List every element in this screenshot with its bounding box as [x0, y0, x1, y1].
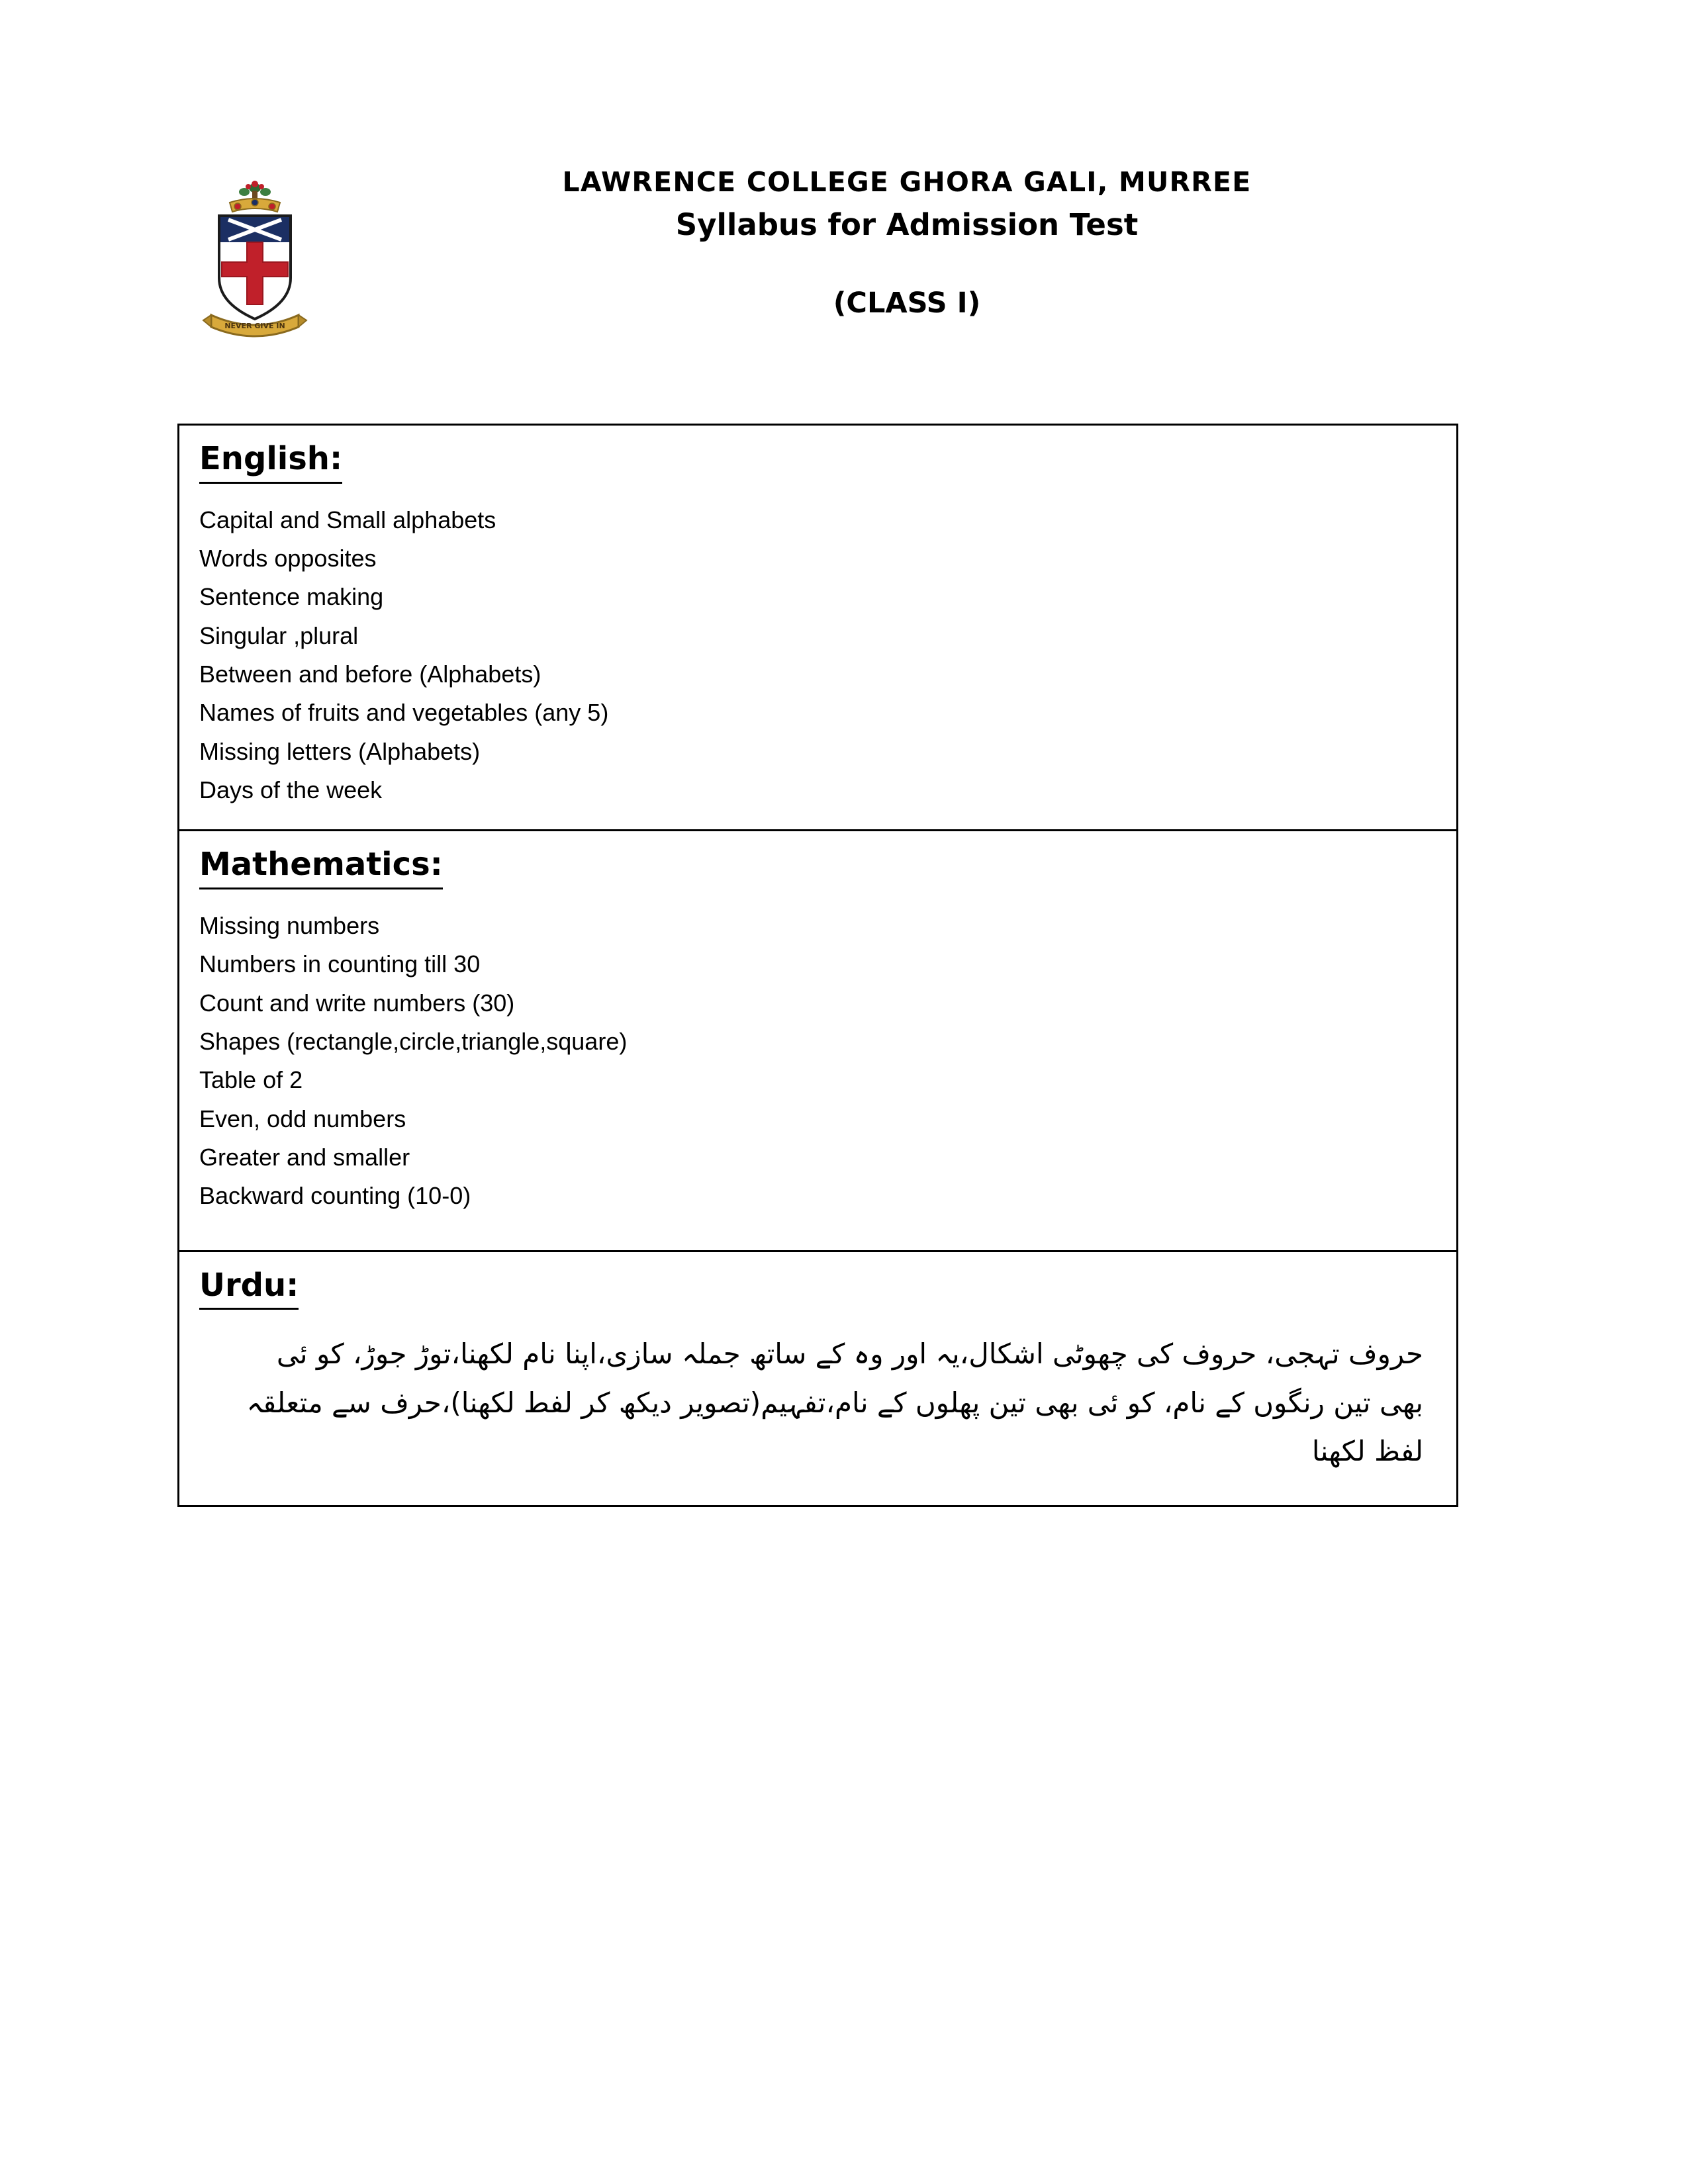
mathematics-items-list — [199, 907, 1436, 1216]
svg-text:NEVER GIVE IN: NEVER GIVE IN — [224, 322, 285, 330]
list-item: Table of 2 — [199, 1066, 303, 1094]
list-item: Names of fruits and vegetables (any 5) — [199, 699, 609, 727]
section-mathematics — [179, 831, 1456, 1251]
list-item: Between and before (Alphabets) — [199, 660, 541, 688]
list-item: Days of the week — [199, 776, 383, 803]
list-item: Numbers in counting till 30 — [199, 950, 481, 978]
header-title-block — [344, 165, 1470, 322]
list-item: Backward counting (10-0) — [199, 1182, 471, 1210]
lawrence-college-crest-icon — [189, 179, 321, 344]
list-item: Count and write numbers (30) — [199, 989, 515, 1017]
english-items-list — [199, 501, 1436, 810]
list-item: Even, odd numbers — [199, 1105, 406, 1132]
document-header — [0, 165, 1688, 404]
list-item: Capital and Small alphabets — [199, 506, 496, 533]
section-urdu — [179, 1252, 1456, 1505]
section-heading-mathematics: Mathematics: — [199, 843, 443, 889]
class-label: (CLASS I) — [833, 286, 981, 320]
college-name: LAWRENCE COLLEGE GHORA GALI, MURREE — [562, 166, 1252, 198]
list-item: Sentence making — [199, 583, 384, 611]
section-english — [179, 426, 1456, 831]
urdu-syllabus-text — [199, 1327, 1436, 1482]
list-item: Shapes (rectangle,circle,triangle,square) — [199, 1028, 628, 1056]
document-subtitle: Syllabus for Admission Test — [675, 207, 1139, 243]
section-heading-urdu: Urdu: — [199, 1264, 299, 1310]
syllabus-table — [177, 424, 1458, 1507]
urdu-paragraph: حروف تہجی، حروف کی چھوٹی اشکال،یہ اور وہ کے ساتھ جملہ سازی،اپنا نام لکھنا،توڑ جوڑ، کو ئی بھی تین رنگوں کے نام، کو ئی بھی تین پھلوں کے نام،تفہیم(تصویر دیکھ کر لفط لکھنا)،حرف سے متعلقہ لفظ لکھنا — [246, 1338, 1423, 1468]
list-item: Greater and smaller — [199, 1143, 410, 1171]
list-item: Missing letters (Alphabets) — [199, 737, 481, 765]
section-heading-english: English: — [199, 437, 342, 484]
list-item: Words opposites — [199, 545, 377, 572]
list-item: Missing numbers — [199, 912, 380, 940]
list-item: Singular ,plural — [199, 621, 359, 649]
